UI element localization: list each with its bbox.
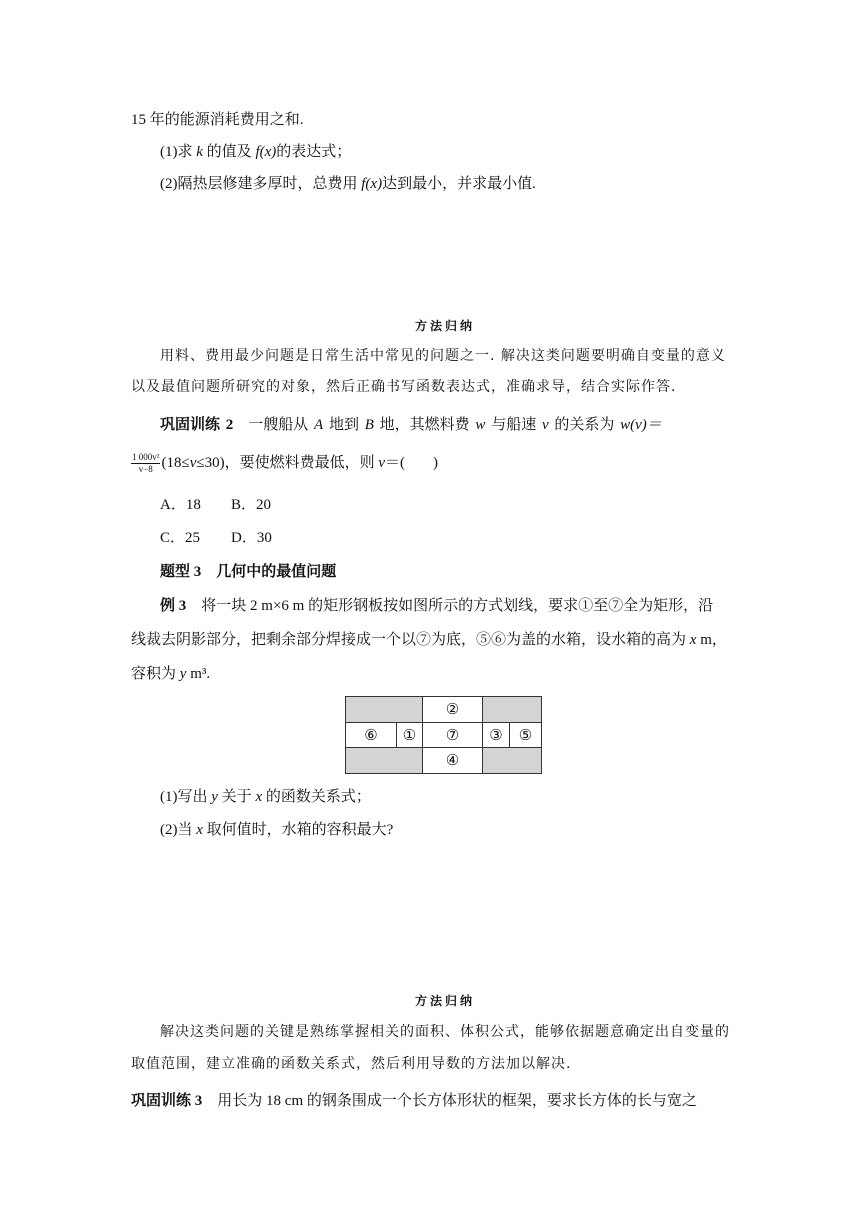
var-x: x	[255, 789, 263, 805]
region-3: ③	[483, 723, 510, 748]
text: )	[433, 454, 439, 471]
fraction-numerator: 1 000v²	[132, 452, 160, 462]
var-v: v	[541, 417, 549, 433]
text: 与船速	[485, 417, 542, 433]
var-y: y	[179, 666, 187, 682]
method2-line2: 取值范围，建立准确的函数关系式，然后利用导数的方法加以解决.	[131, 1056, 572, 1072]
text: (18≤	[161, 454, 190, 471]
var-v: v	[189, 454, 197, 471]
shaded-region	[483, 697, 541, 723]
method2-line1: 解决这类问题的关键是熟练掌握相关的面积、体积公式，能够依据题意确定出自变量的	[160, 1024, 730, 1040]
text: 容积为	[131, 666, 180, 682]
text: m，	[696, 632, 727, 648]
fraction-denominator: v−8	[138, 464, 153, 474]
example3-label: 例 3	[160, 598, 187, 614]
question-2	[160, 174, 536, 194]
var-A: A	[314, 417, 324, 433]
var-k: k	[196, 144, 203, 160]
method-title-1: 方法归纳	[414, 319, 475, 333]
region-7: ⑦	[423, 723, 483, 748]
q2-text: (2)隔热层修建多厚时，总费用	[160, 176, 362, 192]
example3-question-2	[160, 820, 393, 840]
text: 地，其燃料费	[373, 417, 476, 433]
text: m³.	[186, 666, 211, 682]
example3-line1	[160, 596, 713, 616]
var-x: x	[689, 632, 697, 648]
exercise2-label: 巩固训练 2	[160, 417, 234, 433]
text: 用长为 18 cm 的钢条围成一个长方体形状的框架，要求长方体的长与宽之	[217, 1093, 697, 1109]
var-v: v	[378, 454, 386, 471]
var-fx: f(x)	[255, 144, 277, 160]
exercise3-line	[131, 1091, 697, 1111]
shaded-region	[346, 748, 423, 773]
method1-line2: 以及最值问题所研究的对象，然后正确书写函数表达式，准确求导，结合实际作答.	[131, 379, 677, 395]
options-row-2	[160, 528, 272, 548]
option-b[interactable]: B．20	[231, 497, 272, 513]
q1-text: (1)求	[160, 144, 197, 160]
region-2: ②	[423, 697, 483, 723]
q2-text: 达到最小，并求最小值.	[382, 176, 536, 192]
method-title-2: 方法归纳	[414, 994, 475, 1008]
region-5: ⑤	[510, 723, 541, 748]
text: 关于	[217, 789, 256, 805]
question-1	[160, 142, 351, 162]
text: 取何值时，水箱的容积最大?	[202, 822, 394, 838]
text: 线裁去阴影部分，把剩余部分焊接成一个以⑦为底，⑤⑥为盖的水箱，设水箱的高为	[131, 632, 690, 648]
fraction	[131, 452, 160, 475]
var-B: B	[364, 417, 374, 433]
section-heading-type3: 题型 3 几何中的最值问题	[160, 564, 337, 580]
example3-line3	[131, 664, 210, 684]
var-x: x	[196, 822, 203, 838]
q1-text: 的值及	[202, 144, 256, 160]
option-d[interactable]: D．30	[231, 530, 272, 546]
region-6: ⑥	[346, 723, 397, 748]
text: 一艘船从	[248, 417, 315, 433]
text: 的函数关系式；	[262, 789, 371, 805]
option-a[interactable]: A．18	[160, 497, 201, 513]
text: ≤30)，要使燃料费最低，则	[196, 454, 379, 471]
exercise2-line1	[160, 415, 662, 435]
var-fx: f(x)	[361, 176, 383, 192]
function-wv: w(v)＝	[620, 417, 662, 433]
example3-line2	[131, 630, 727, 650]
q1-text: 的表达式；	[276, 144, 352, 160]
method1-line1: 用料、费用最少问题是日常生活中常见的问题之一. 解决这类问题要明确自变量的意义	[160, 348, 726, 364]
text: 地到	[323, 417, 365, 433]
problem-intro-line	[131, 110, 304, 130]
var-y: y	[211, 789, 218, 805]
exercise3-label: 巩固训练 3	[131, 1093, 203, 1109]
shaded-region	[483, 748, 541, 773]
text: (1)写出	[160, 789, 212, 805]
example3-question-1	[160, 787, 371, 807]
text: ＝(	[385, 454, 406, 471]
steel-plate-diagram	[345, 696, 542, 774]
var-w: w	[475, 417, 486, 433]
options-row-1	[160, 495, 271, 515]
region-4: ④	[423, 748, 483, 773]
intro-text: 15 年的能源消耗费用之和.	[131, 112, 304, 128]
exercise2-line2	[131, 452, 438, 475]
text: 将一块 2 m×6 m 的矩形钢板按如图所示的方式划线，要求①至⑦全为矩形，沿	[201, 598, 714, 614]
region-1: ①	[397, 723, 423, 748]
shaded-region	[346, 697, 423, 723]
option-c[interactable]: C．25	[160, 530, 201, 546]
text: 的关系为	[548, 417, 621, 433]
text: (2)当	[160, 822, 197, 838]
